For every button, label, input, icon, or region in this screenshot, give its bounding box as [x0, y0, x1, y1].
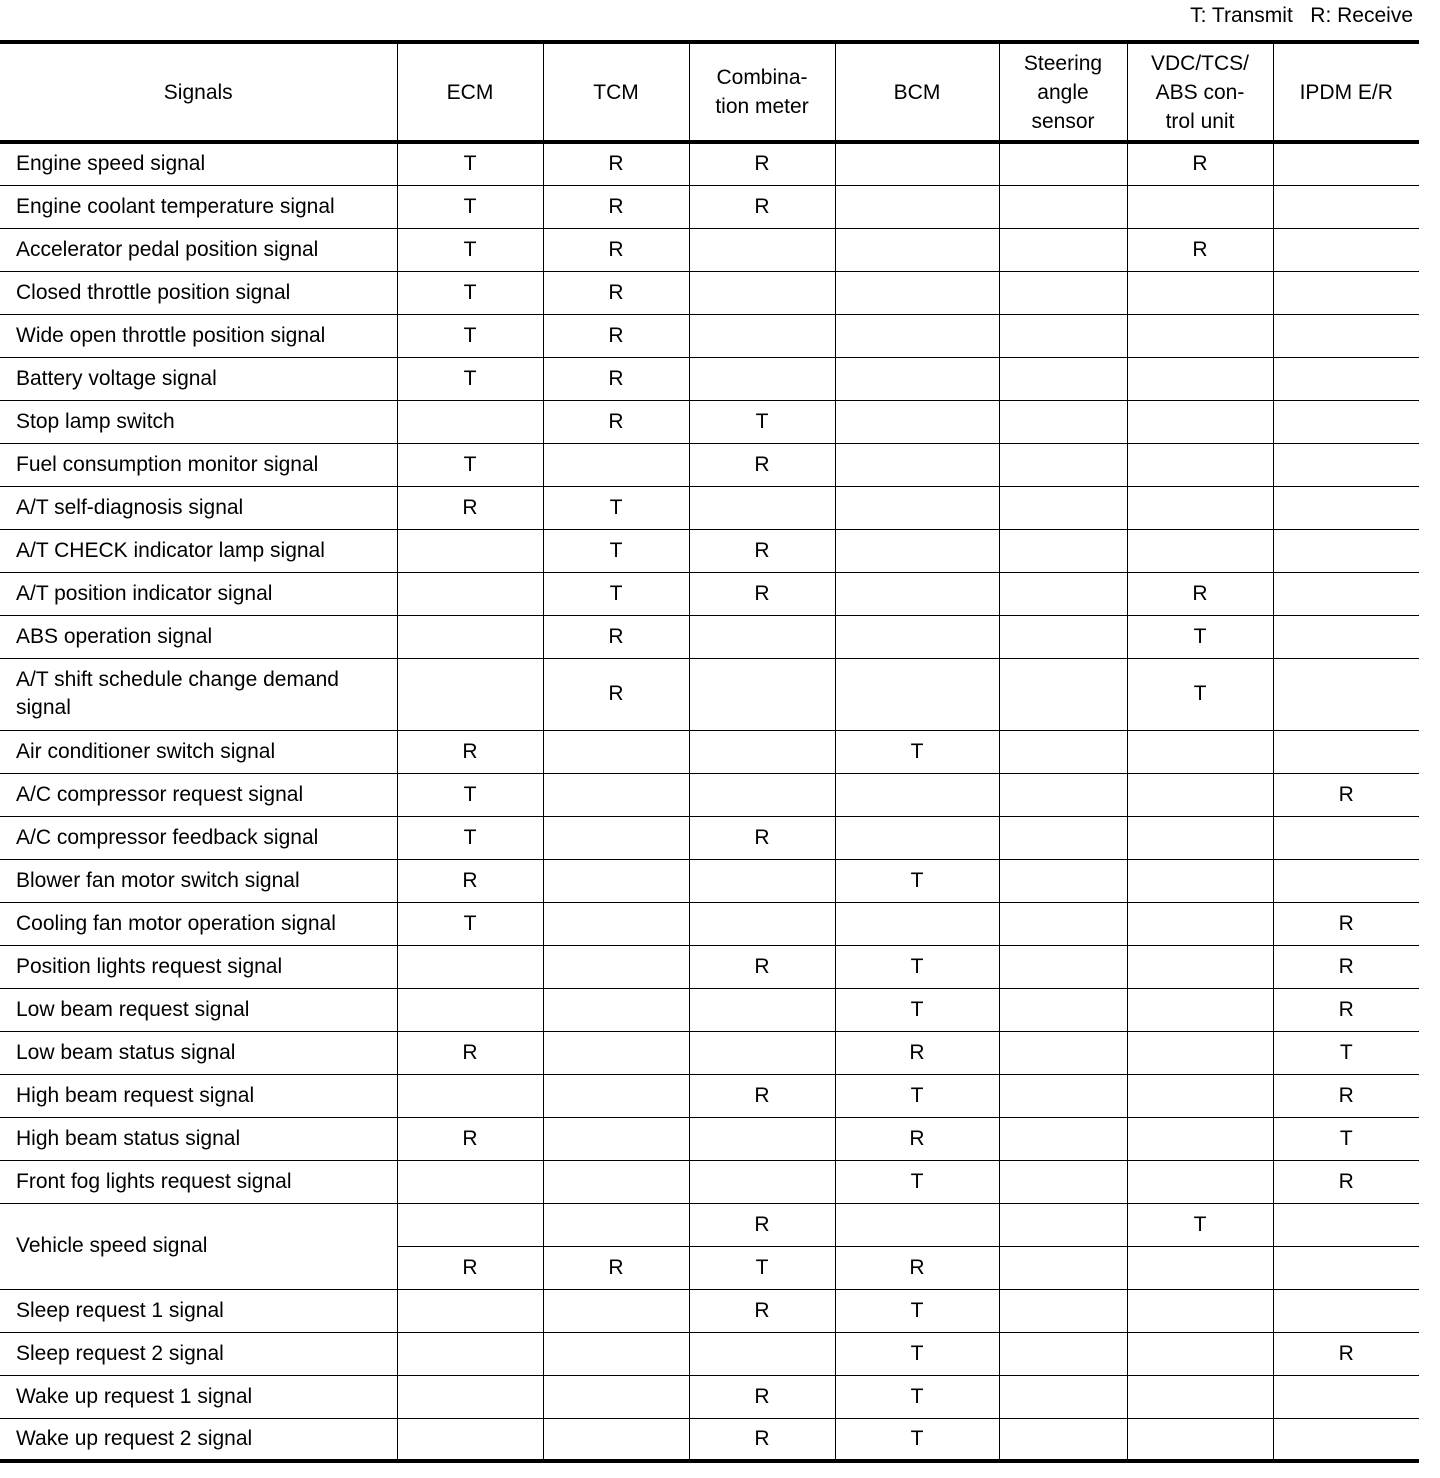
can-communication-table [0, 40, 1419, 1463]
signal-name-cell: Position lights request signal [0, 945, 397, 988]
table-row [0, 400, 1419, 443]
table-row [0, 1117, 1419, 1160]
cell-bcm: T [835, 1160, 999, 1203]
cell-vdc: T [1127, 615, 1273, 658]
cell-vdc: T [1127, 1203, 1273, 1246]
cell-ecm: T [397, 271, 543, 314]
signal-name-cell: Blower fan motor switch signal [0, 859, 397, 902]
cell-vdc [1127, 314, 1273, 357]
cell-tcm: R [543, 658, 689, 730]
cell-meter [689, 314, 835, 357]
cell-tcm [543, 816, 689, 859]
cell-meter [689, 1160, 835, 1203]
cell-tcm [543, 1160, 689, 1203]
cell-bcm [835, 443, 999, 486]
cell-steering [999, 142, 1127, 185]
cell-meter: R [689, 1203, 835, 1246]
cell-tcm [543, 730, 689, 773]
signal-name-cell: Cooling fan motor operation signal [0, 902, 397, 945]
table-row [0, 443, 1419, 486]
table-row [0, 142, 1419, 185]
cell-ecm [397, 988, 543, 1031]
cell-ipdm [1273, 859, 1419, 902]
header-steering-angle-sensor: Steering angle sensor [999, 42, 1127, 142]
cell-tcm: T [543, 572, 689, 615]
cell-ipdm: R [1273, 1074, 1419, 1117]
cell-bcm: T [835, 1289, 999, 1332]
cell-vdc [1127, 859, 1273, 902]
cell-meter: R [689, 443, 835, 486]
cell-bcm [835, 314, 999, 357]
cell-meter: R [689, 529, 835, 572]
signal-name-cell: High beam status signal [0, 1117, 397, 1160]
cell-ipdm [1273, 357, 1419, 400]
cell-steering [999, 615, 1127, 658]
table-row [0, 1031, 1419, 1074]
cell-tcm: T [543, 486, 689, 529]
cell-steering [999, 1375, 1127, 1418]
cell-ipdm [1273, 443, 1419, 486]
cell-tcm: R [543, 142, 689, 185]
signal-name-cell: Battery voltage signal [0, 357, 397, 400]
cell-steering [999, 945, 1127, 988]
cell-steering [999, 1332, 1127, 1375]
cell-bcm [835, 185, 999, 228]
cell-steering [999, 1117, 1127, 1160]
cell-tcm: R [543, 615, 689, 658]
header-signals: Signals [0, 42, 397, 142]
signal-name-cell: High beam request signal [0, 1074, 397, 1117]
cell-bcm: R [835, 1246, 999, 1289]
cell-ipdm [1273, 142, 1419, 185]
cell-steering [999, 816, 1127, 859]
signal-name-cell: Low beam status signal [0, 1031, 397, 1074]
cell-tcm [543, 773, 689, 816]
cell-bcm [835, 400, 999, 443]
cell-steering [999, 1031, 1127, 1074]
cell-bcm [835, 773, 999, 816]
cell-ecm [397, 1332, 543, 1375]
table-row [0, 1332, 1419, 1375]
table-row [0, 615, 1419, 658]
cell-ipdm: R [1273, 1332, 1419, 1375]
cell-steering [999, 658, 1127, 730]
cell-bcm: T [835, 1418, 999, 1461]
cell-ecm: R [397, 1117, 543, 1160]
cell-meter [689, 271, 835, 314]
cell-meter [689, 730, 835, 773]
cell-meter [689, 902, 835, 945]
cell-bcm: R [835, 1031, 999, 1074]
cell-ipdm [1273, 314, 1419, 357]
cell-ecm [397, 1074, 543, 1117]
signal-name-cell: Wake up request 1 signal [0, 1375, 397, 1418]
cell-ipdm [1273, 658, 1419, 730]
table-row [0, 271, 1419, 314]
header-ipdm-er: IPDM E/R [1273, 42, 1419, 142]
cell-steering [999, 1074, 1127, 1117]
cell-ipdm [1273, 228, 1419, 271]
cell-bcm: T [835, 1074, 999, 1117]
cell-bcm [835, 615, 999, 658]
cell-ecm: R [397, 1246, 543, 1289]
cell-meter [689, 859, 835, 902]
cell-tcm: R [543, 1246, 689, 1289]
cell-vdc [1127, 486, 1273, 529]
cell-meter [689, 1031, 835, 1074]
cell-vdc [1127, 773, 1273, 816]
cell-vdc [1127, 400, 1273, 443]
cell-steering [999, 271, 1127, 314]
cell-bcm: T [835, 730, 999, 773]
cell-bcm [835, 486, 999, 529]
cell-vdc [1127, 443, 1273, 486]
cell-steering [999, 859, 1127, 902]
table-body [0, 142, 1419, 1461]
table-row [0, 228, 1419, 271]
header-combination-meter: Combina- tion meter [689, 42, 835, 142]
cell-tcm [543, 1418, 689, 1461]
signal-name-cell: ABS operation signal [0, 615, 397, 658]
cell-ipdm: R [1273, 773, 1419, 816]
signal-name-cell: Stop lamp switch [0, 400, 397, 443]
cell-tcm [543, 859, 689, 902]
cell-ipdm [1273, 1375, 1419, 1418]
cell-ecm: R [397, 859, 543, 902]
cell-ecm: T [397, 228, 543, 271]
signal-name-cell: Engine coolant temperature signal [0, 185, 397, 228]
cell-ecm [397, 1160, 543, 1203]
cell-ipdm [1273, 1418, 1419, 1461]
cell-bcm: T [835, 1375, 999, 1418]
table-row [0, 773, 1419, 816]
signal-name-cell: Engine speed signal [0, 142, 397, 185]
signal-name-cell: A/C compressor request signal [0, 773, 397, 816]
table-row [0, 314, 1419, 357]
header-ecm: ECM [397, 42, 543, 142]
cell-steering [999, 1203, 1127, 1246]
cell-ipdm: R [1273, 945, 1419, 988]
cell-vdc [1127, 988, 1273, 1031]
table-row [0, 1418, 1419, 1461]
cell-ecm [397, 1203, 543, 1246]
cell-tcm: R [543, 271, 689, 314]
cell-meter [689, 228, 835, 271]
cell-steering [999, 443, 1127, 486]
table-row [0, 816, 1419, 859]
cell-vdc [1127, 730, 1273, 773]
cell-vdc: R [1127, 228, 1273, 271]
table-row [0, 658, 1419, 730]
cell-ipdm: R [1273, 1160, 1419, 1203]
signal-name-cell: Vehicle speed signal [0, 1203, 397, 1289]
cell-meter [689, 615, 835, 658]
cell-steering [999, 773, 1127, 816]
signal-name-cell: A/T position indicator signal [0, 572, 397, 615]
signal-name-cell: Sleep request 1 signal [0, 1289, 397, 1332]
cell-bcm [835, 271, 999, 314]
header-bcm: BCM [835, 42, 999, 142]
cell-ecm [397, 529, 543, 572]
cell-steering [999, 529, 1127, 572]
cell-tcm [543, 1117, 689, 1160]
cell-tcm [543, 1203, 689, 1246]
cell-steering [999, 988, 1127, 1031]
signal-name-cell: A/T CHECK indicator lamp signal [0, 529, 397, 572]
cell-meter [689, 988, 835, 1031]
table-row [0, 529, 1419, 572]
cell-ecm: T [397, 902, 543, 945]
table-row [0, 572, 1419, 615]
signal-name-cell: A/C compressor feedback signal [0, 816, 397, 859]
cell-bcm: T [835, 988, 999, 1031]
table-row [0, 1160, 1419, 1203]
cell-vdc [1127, 1418, 1273, 1461]
cell-ecm: T [397, 142, 543, 185]
cell-steering [999, 1246, 1127, 1289]
cell-ipdm: R [1273, 902, 1419, 945]
table-row [0, 902, 1419, 945]
cell-ecm: T [397, 185, 543, 228]
cell-steering [999, 1418, 1127, 1461]
cell-meter: R [689, 185, 835, 228]
cell-bcm [835, 142, 999, 185]
table-row [0, 1375, 1419, 1418]
cell-steering [999, 486, 1127, 529]
cell-bcm [835, 902, 999, 945]
cell-vdc [1127, 357, 1273, 400]
signal-name-cell: A/T self-diagnosis signal [0, 486, 397, 529]
cell-bcm [835, 357, 999, 400]
header-vdc-tcs-abs-control-unit: VDC/TCS/ ABS con- trol unit [1127, 42, 1273, 142]
cell-vdc: R [1127, 142, 1273, 185]
cell-steering [999, 1160, 1127, 1203]
cell-meter: R [689, 142, 835, 185]
cell-meter [689, 486, 835, 529]
cell-bcm [835, 529, 999, 572]
cell-meter [689, 357, 835, 400]
signal-name-cell: Front fog lights request signal [0, 1160, 397, 1203]
cell-steering [999, 902, 1127, 945]
table-row [0, 859, 1419, 902]
signal-name-cell: A/T shift schedule change demand signal [0, 658, 397, 730]
cell-bcm [835, 228, 999, 271]
cell-meter [689, 658, 835, 730]
cell-tcm [543, 1289, 689, 1332]
cell-bcm: T [835, 1332, 999, 1375]
table-row [0, 357, 1419, 400]
cell-ecm: T [397, 816, 543, 859]
cell-tcm [543, 443, 689, 486]
cell-tcm [543, 988, 689, 1031]
cell-tcm: R [543, 228, 689, 271]
cell-meter: T [689, 400, 835, 443]
cell-vdc [1127, 1289, 1273, 1332]
signal-name-cell: Accelerator pedal position signal [0, 228, 397, 271]
cell-tcm: R [543, 357, 689, 400]
signal-name-cell: Low beam request signal [0, 988, 397, 1031]
cell-bcm: R [835, 1117, 999, 1160]
cell-tcm [543, 1074, 689, 1117]
cell-ipdm [1273, 816, 1419, 859]
cell-vdc [1127, 1031, 1273, 1074]
cell-tcm [543, 1375, 689, 1418]
cell-ecm: R [397, 1031, 543, 1074]
cell-vdc [1127, 185, 1273, 228]
cell-vdc: T [1127, 658, 1273, 730]
cell-meter [689, 1117, 835, 1160]
cell-meter: T [689, 1246, 835, 1289]
cell-ipdm [1273, 572, 1419, 615]
cell-meter: R [689, 1074, 835, 1117]
cell-tcm [543, 945, 689, 988]
table-row [0, 486, 1419, 529]
cell-ipdm [1273, 271, 1419, 314]
cell-vdc [1127, 1074, 1273, 1117]
cell-ecm: R [397, 486, 543, 529]
signal-name-cell: Air conditioner switch signal [0, 730, 397, 773]
cell-tcm: R [543, 314, 689, 357]
cell-bcm [835, 658, 999, 730]
cell-ipdm [1273, 185, 1419, 228]
cell-bcm: T [835, 859, 999, 902]
cell-ecm: R [397, 730, 543, 773]
cell-steering [999, 314, 1127, 357]
cell-bcm [835, 572, 999, 615]
table-row [0, 1289, 1419, 1332]
cell-ecm [397, 1289, 543, 1332]
cell-meter [689, 1332, 835, 1375]
cell-ipdm [1273, 1289, 1419, 1332]
cell-meter [689, 773, 835, 816]
table-row [0, 185, 1419, 228]
cell-bcm [835, 816, 999, 859]
cell-vdc [1127, 902, 1273, 945]
signal-name-cell: Wide open throttle position signal [0, 314, 397, 357]
cell-ecm [397, 1375, 543, 1418]
cell-meter: R [689, 1418, 835, 1461]
table-row [0, 988, 1419, 1031]
cell-ipdm [1273, 1203, 1419, 1246]
cell-ipdm [1273, 730, 1419, 773]
cell-steering [999, 400, 1127, 443]
signal-name-cell: Closed throttle position signal [0, 271, 397, 314]
cell-ecm: T [397, 357, 543, 400]
cell-bcm [835, 1203, 999, 1246]
cell-bcm: T [835, 945, 999, 988]
cell-meter: R [689, 1289, 835, 1332]
legend: T: Transmit R: Receive [1190, 4, 1413, 27]
cell-tcm [543, 902, 689, 945]
cell-vdc [1127, 271, 1273, 314]
cell-meter: R [689, 816, 835, 859]
cell-tcm: R [543, 185, 689, 228]
cell-ipdm [1273, 400, 1419, 443]
cell-steering [999, 572, 1127, 615]
cell-steering [999, 730, 1127, 773]
cell-tcm [543, 1332, 689, 1375]
cell-ipdm [1273, 486, 1419, 529]
cell-ecm [397, 1418, 543, 1461]
table-row [0, 1074, 1419, 1117]
cell-tcm: R [543, 400, 689, 443]
cell-ecm: T [397, 443, 543, 486]
table-row [0, 730, 1419, 773]
cell-ipdm: T [1273, 1031, 1419, 1074]
cell-ecm [397, 400, 543, 443]
cell-ecm: T [397, 314, 543, 357]
cell-tcm [543, 1031, 689, 1074]
cell-steering [999, 1289, 1127, 1332]
header-row [0, 42, 1419, 142]
cell-steering [999, 228, 1127, 271]
cell-ipdm: T [1273, 1117, 1419, 1160]
cell-vdc [1127, 816, 1273, 859]
cell-ipdm: R [1273, 988, 1419, 1031]
cell-vdc [1127, 1375, 1273, 1418]
cell-meter: R [689, 1375, 835, 1418]
signal-name-cell: Wake up request 2 signal [0, 1418, 397, 1461]
cell-ecm: T [397, 773, 543, 816]
cell-steering [999, 185, 1127, 228]
header-tcm: TCM [543, 42, 689, 142]
cell-ecm [397, 615, 543, 658]
cell-ecm [397, 572, 543, 615]
table-row [0, 945, 1419, 988]
cell-meter: R [689, 572, 835, 615]
cell-steering [999, 357, 1127, 400]
cell-vdc [1127, 945, 1273, 988]
table-row [0, 1203, 1419, 1246]
cell-vdc [1127, 1332, 1273, 1375]
cell-ecm [397, 658, 543, 730]
cell-meter: R [689, 945, 835, 988]
cell-tcm: T [543, 529, 689, 572]
signal-name-cell: Sleep request 2 signal [0, 1332, 397, 1375]
cell-vdc: R [1127, 572, 1273, 615]
cell-vdc [1127, 1117, 1273, 1160]
cell-ipdm [1273, 1246, 1419, 1289]
cell-ecm [397, 945, 543, 988]
cell-vdc [1127, 1160, 1273, 1203]
signal-name-cell: Fuel consumption monitor signal [0, 443, 397, 486]
cell-vdc [1127, 529, 1273, 572]
cell-ipdm [1273, 529, 1419, 572]
cell-vdc [1127, 1246, 1273, 1289]
cell-ipdm [1273, 615, 1419, 658]
